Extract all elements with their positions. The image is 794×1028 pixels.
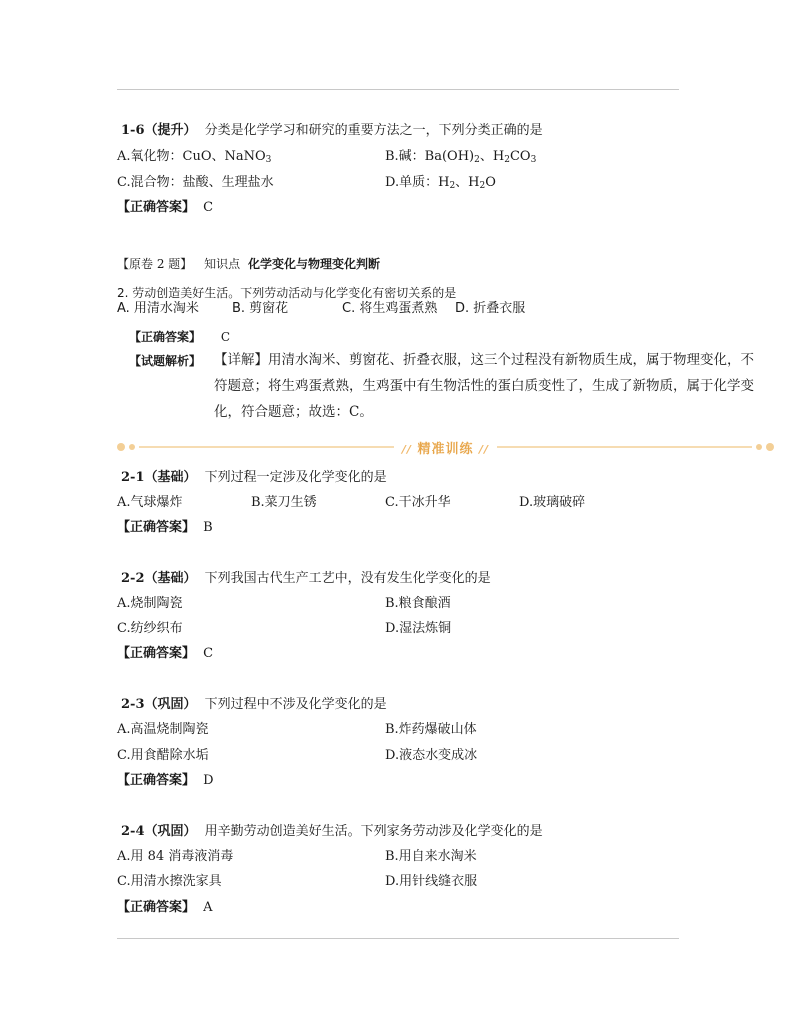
option-a: A.用 84 消毒液消毒 (117, 849, 234, 864)
option-c: C.混合物：盐酸、生理盐水 (117, 175, 274, 190)
question-tag: 1-6（提升） (121, 123, 197, 138)
knowledge-point-label: 知识点 (204, 257, 241, 271)
question-tag: 2-1（基础） (121, 470, 197, 485)
answer-value: B (203, 520, 213, 535)
option-a: A.高温烧制陶瓷 (117, 722, 209, 737)
answer-row (117, 900, 213, 916)
question-tag: 2-3（巩固） (121, 697, 197, 712)
option-c: C.用清水擦洗家具 (117, 874, 222, 889)
banner-title: 精准训练 (417, 442, 474, 457)
section-banner: // 精准训练 // (117, 437, 774, 457)
question-2-2 (121, 571, 491, 587)
option-b: B.粮食酿酒 (385, 596, 451, 611)
answer-value: A (203, 900, 213, 915)
option-c: C.用食醋除水垢 (117, 748, 209, 763)
option-d: D.液态水变成冰 (385, 748, 478, 763)
option-d: D.玻璃破碎 (519, 495, 586, 510)
answer-label: 【正确答案】 (117, 200, 196, 215)
answer-row (117, 773, 214, 789)
answer-row (117, 646, 213, 662)
original-label: 【原卷 2 题】 (117, 257, 193, 271)
question-stem: 分类是化学学习和研究的重要方法之一，下列分类正确的是 (204, 123, 543, 138)
analysis-label: 【试题解析】 (129, 354, 202, 368)
option-d: D.单质：$H_2$、$H_2O$ (385, 175, 496, 191)
answer-label: 【正确答案】 (117, 646, 196, 661)
question-2-3 (121, 697, 387, 713)
original-option-c: C. 将生鸡蛋煮熟 (342, 301, 438, 316)
option-b: B.菜刀生锈 (251, 495, 317, 510)
option-a: A.气球爆炸 (117, 495, 183, 510)
original-answer-value: C (220, 330, 231, 344)
original-header (117, 256, 380, 272)
option-c: C.纺纱织布 (117, 621, 183, 636)
option-a: A.氧化物：CuO、NaNO$_3$ (117, 149, 272, 165)
answer-value: C (203, 200, 214, 215)
original-stem: 2. 劳动创造美好生活。下列劳动活动与化学变化有密切关系的是 (117, 286, 457, 300)
original-option-a: A. 用清水淘米 (117, 301, 199, 316)
answer-value: C (203, 646, 214, 661)
question-2-4 (121, 824, 543, 840)
analysis-text: 【详解】用清水淘米、剪窗花、折叠衣服，这三个过程没有新物质生成，属于物理变化，不符题意；将生鸡蛋煮熟，生鸡蛋中有生物活性的蛋白质变性了，生成了新物质，属于化学变化，符合题意；故选：C。 (214, 352, 754, 420)
question-tag: 2-4（巩固） (121, 824, 197, 839)
option-b: B.炸药爆破山体 (385, 722, 477, 737)
answer-label: 【正确答案】 (117, 900, 196, 915)
option-b: B.碱：$Ba(OH)_2$、$H_2CO_3$ (385, 149, 537, 165)
option-a: A.烧制陶瓷 (117, 596, 183, 611)
option-c: C.干冰升华 (385, 495, 451, 510)
question-stem: 下列过程中不涉及化学变化的是 (204, 697, 387, 712)
original-option-d: D. 折叠衣服 (455, 301, 526, 316)
option-b: B.用自来水淘米 (385, 849, 477, 864)
original-answer-label: 【正确答案】 (129, 330, 202, 344)
answer-label: 【正确答案】 (117, 520, 196, 535)
original-option-b: B. 剪窗花 (232, 301, 289, 316)
question-stem: 下列过程一定涉及化学变化的是 (204, 470, 387, 485)
original-answer-row (129, 329, 230, 345)
answer-row (117, 200, 213, 216)
question-1-6 (121, 123, 543, 139)
question-stem: 下列我国古代生产工艺中，没有发生化学变化的是 (204, 571, 491, 586)
knowledge-point-topic: 化学变化与物理变化判断 (247, 257, 380, 271)
answer-row (117, 520, 213, 536)
question-stem: 用辛勤劳动创造美好生活。下列家务劳动涉及化学变化的是 (204, 824, 543, 839)
answer-value: D (203, 773, 214, 788)
question-tag: 2-2（基础） (121, 571, 197, 586)
option-d: D.湿法炼铜 (385, 621, 452, 636)
bottom-divider (117, 938, 679, 939)
top-divider (117, 89, 679, 90)
answer-label: 【正确答案】 (117, 773, 196, 788)
question-2-1 (121, 470, 387, 486)
option-d: D.用针线缝衣服 (385, 874, 478, 889)
